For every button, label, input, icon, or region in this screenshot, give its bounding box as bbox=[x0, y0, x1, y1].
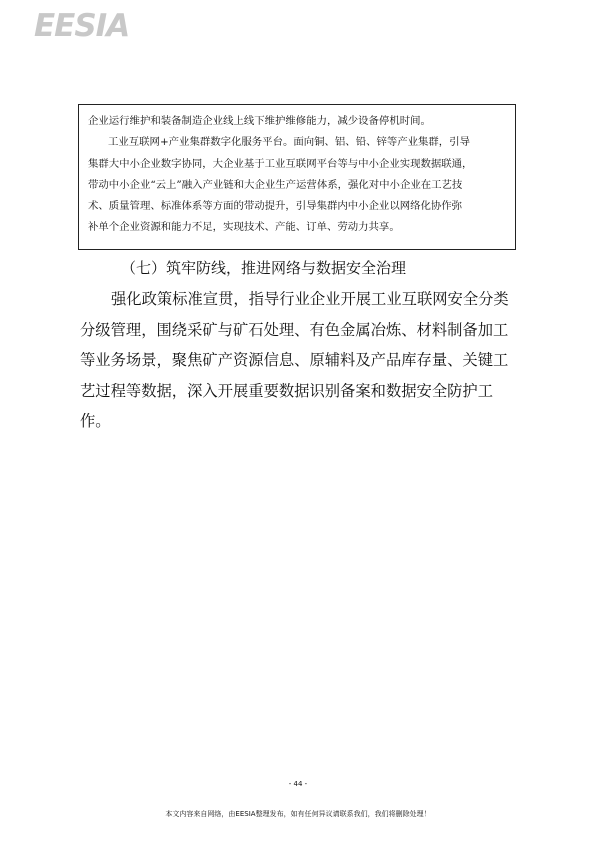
bordered-text-box bbox=[78, 104, 516, 250]
body-line: 作。 bbox=[80, 412, 111, 431]
body-line: 艺过程等数据，深入开展重要数据识别备案和数据安全防护工 bbox=[80, 381, 494, 400]
box-line: 术、质量管理、标准体系等方面的带动提升，引导集群内中小企业以网络化协作弥 bbox=[88, 200, 463, 213]
box-line: 带动中小企业“云上”融入产业链和大企业生产运营体系，强化对中小企业在工艺技 bbox=[88, 178, 463, 191]
body-line: 强化政策标准宣贯，指导行业企业开展工业互联网安全分类 bbox=[111, 290, 509, 308]
body-line: 等业务场景，聚焦矿产资源信息、原辅料及产品库存量、关键工 bbox=[80, 351, 509, 370]
box-line: 企业运行维护和装备制造企业线上线下维护维修能力，减少设备停机时间。 bbox=[88, 115, 431, 127]
footer-disclaimer: 本文内容来自网络，由EESIA整理发布，如有任何异议请联系我们，我们将删除处理！ bbox=[165, 810, 431, 818]
page-number: - 44 - bbox=[288, 780, 308, 788]
box-line: 集群大中小企业数字协同，大企业基于工业互联网平台等与中小企业实现数据联通， bbox=[88, 157, 473, 170]
body-line: 分级管理，围绕采矿与矿石处理、有色金属冶炼、材料制备加工 bbox=[80, 320, 509, 339]
box-line: 补单个企业资源和能力不足，实现技术、产能、订单、劳动力共享。 bbox=[88, 221, 400, 234]
eesia-logo: EESIA bbox=[34, 8, 130, 44]
section-body bbox=[80, 284, 540, 437]
box-line: 工业互联网+产业集群数字化服务平台。面向铜、铝、铅、锌等产业集群，引导 bbox=[108, 136, 470, 149]
section-heading: （七）筑牢防线，推进网络与数据安全治理 bbox=[121, 259, 407, 277]
